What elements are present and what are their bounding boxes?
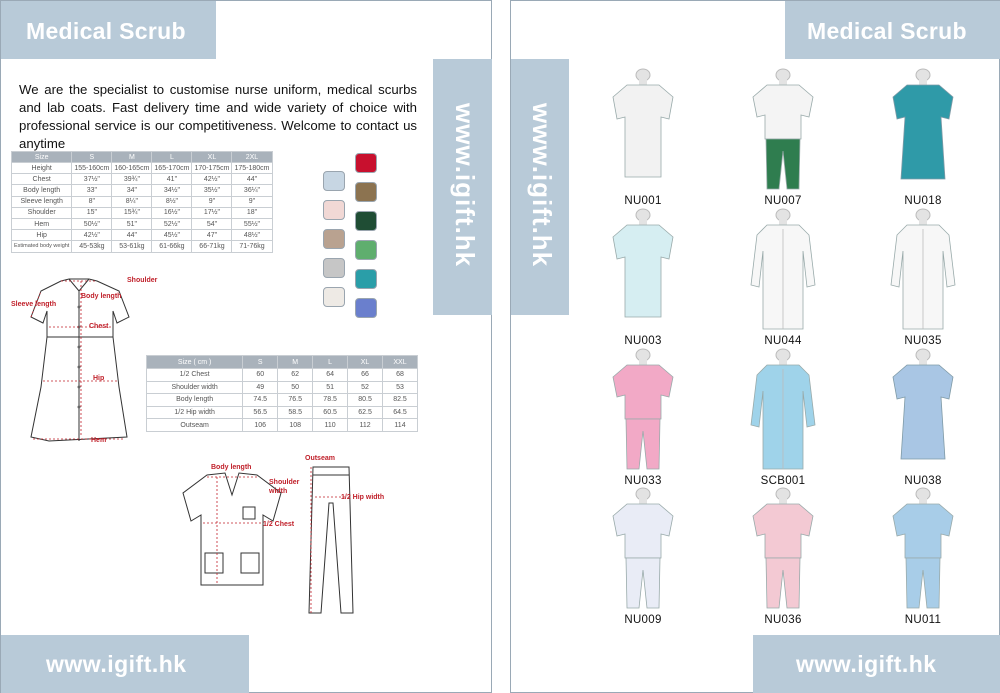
product-item[interactable] — [583, 207, 703, 347]
left-footer-url: www.igift.hk — [46, 651, 187, 677]
color-swatch[interactable] — [323, 200, 345, 220]
product-code: NU009 — [624, 614, 662, 626]
dress-label-hip: Hip — [93, 375, 105, 382]
product-code: NU003 — [624, 335, 662, 347]
product-image — [863, 486, 983, 610]
color-swatch[interactable] — [355, 153, 377, 173]
product-image — [583, 486, 703, 610]
product-image — [863, 67, 983, 191]
table-header-cell: L — [313, 356, 348, 369]
table-cell: 53 — [383, 381, 418, 394]
product-item[interactable] — [723, 486, 843, 626]
table-cell: 51 — [313, 381, 348, 394]
table-cell: 62 — [278, 369, 313, 382]
table-cell: 34" — [112, 185, 152, 196]
table-cell: 106 — [243, 419, 278, 432]
table-cell: Height — [12, 163, 72, 174]
table-cell: 82.5 — [383, 394, 418, 407]
table-cell: 37½" — [72, 174, 112, 185]
table-cell: 49 — [243, 381, 278, 394]
table-cell: 33" — [72, 185, 112, 196]
table-cell: 17½" — [192, 207, 232, 218]
table-cell: 170-175cm — [192, 163, 232, 174]
table-cell: 155-160cm — [72, 163, 112, 174]
left-page — [0, 0, 492, 693]
product-item[interactable] — [723, 207, 843, 347]
color-swatch[interactable] — [355, 240, 377, 260]
table-row — [147, 406, 418, 419]
table-cell: Outseam — [147, 419, 243, 432]
table-header-cell: S — [72, 152, 112, 163]
product-item[interactable] — [863, 207, 983, 347]
table-cell: 35½" — [192, 185, 232, 196]
table-cell: 45-53kg — [72, 241, 112, 252]
product-code: NU033 — [624, 475, 662, 487]
left-page-title: Medical Scrub — [26, 18, 186, 44]
product-code: NU035 — [904, 335, 942, 347]
table-cell: Sleeve length — [12, 196, 72, 207]
table-header-cell: S — [243, 356, 278, 369]
table-row — [12, 207, 273, 218]
table-cell: 56.5 — [243, 406, 278, 419]
table-cell: 16½" — [152, 207, 192, 218]
table-cell: 8¼" — [112, 196, 152, 207]
product-item[interactable] — [863, 67, 983, 207]
right-page-title: Medical Scrub — [807, 18, 967, 44]
table-cell: 45½" — [152, 230, 192, 241]
table-cell: 76.5 — [278, 394, 313, 407]
right-page — [510, 0, 1000, 693]
product-code: NU007 — [764, 195, 802, 207]
table-header-cell: Size ( cm ) — [147, 356, 243, 369]
table-cell: 55½" — [232, 218, 272, 229]
table-header-cell: XL — [348, 356, 383, 369]
table-cell: 47" — [192, 230, 232, 241]
dress-label-sleeve-length: Sleeve length — [11, 301, 57, 308]
product-code: NU001 — [624, 195, 662, 207]
table-row — [12, 163, 273, 174]
table-row — [12, 218, 273, 229]
color-swatch[interactable] — [355, 269, 377, 289]
table-row — [12, 185, 273, 196]
table-cell: 39¾" — [112, 174, 152, 185]
table-cell: 54" — [192, 218, 232, 229]
table-cell: 53-61kg — [112, 241, 152, 252]
product-image — [723, 67, 843, 191]
product-code: NU044 — [764, 335, 802, 347]
table-cell: 42½" — [72, 230, 112, 241]
table-header-cell: M — [112, 152, 152, 163]
right-footer-url: www.igift.hk — [796, 651, 937, 677]
table-cell: 50½" — [72, 218, 112, 229]
table-cell: 114 — [383, 419, 418, 432]
table-cell: 1/2 Hip width — [147, 406, 243, 419]
table-row — [147, 419, 418, 432]
dress-label-hem: Hem — [91, 437, 107, 444]
table-header-cell: XXL — [383, 356, 418, 369]
table-cell: 64 — [313, 369, 348, 382]
table-cell: 58.5 — [278, 406, 313, 419]
table-cell: Estimated body weight — [12, 241, 72, 252]
table-row — [12, 196, 273, 207]
table-cell: 1/2 Chest — [147, 369, 243, 382]
color-swatch[interactable] — [323, 287, 345, 307]
right-vertical-url: www.igift.hk — [527, 103, 557, 268]
pants-diagram — [301, 463, 361, 619]
size-table-inches — [11, 151, 273, 253]
table-cell: Shoulder width — [147, 381, 243, 394]
table-cell: 165-170cm — [152, 163, 192, 174]
table-cell: 9" — [232, 196, 272, 207]
product-item[interactable] — [863, 347, 983, 487]
table-header-cell: 2XL — [232, 152, 272, 163]
table-cell: 52½" — [152, 218, 192, 229]
table-cell: 66 — [348, 369, 383, 382]
color-swatch[interactable] — [355, 211, 377, 231]
product-code: NU011 — [904, 614, 942, 626]
table-cell: 60 — [243, 369, 278, 382]
color-swatch[interactable] — [323, 258, 345, 278]
product-image — [583, 207, 703, 331]
table-cell: 160-165cm — [112, 163, 152, 174]
table-cell: 44" — [232, 174, 272, 185]
color-swatch[interactable] — [355, 182, 377, 202]
table-cell: 68 — [383, 369, 418, 382]
table-cell: 48½" — [232, 230, 272, 241]
table-cell: Body length — [147, 394, 243, 407]
product-item[interactable] — [583, 67, 703, 207]
table-cell: 42½" — [192, 174, 232, 185]
product-code: NU018 — [904, 195, 942, 207]
product-image — [583, 67, 703, 191]
pants-label-outseam: Outseam — [305, 455, 335, 462]
table-cell: 62.5 — [348, 406, 383, 419]
table-cell: 71-76kg — [232, 241, 272, 252]
table-cell: 50 — [278, 381, 313, 394]
table-cell: Chest — [12, 174, 72, 185]
product-image — [723, 347, 843, 471]
table-cell: 52 — [348, 381, 383, 394]
table-cell: 110 — [313, 419, 348, 432]
color-swatch[interactable] — [355, 298, 377, 318]
table-cell: 44" — [112, 230, 152, 241]
table-cell: 41" — [152, 174, 192, 185]
table-cell: 15¾" — [112, 207, 152, 218]
table-cell: 60.5 — [313, 406, 348, 419]
table-cell: 9" — [192, 196, 232, 207]
table-cell: 8½" — [152, 196, 192, 207]
pants-label-half-hip-width: 1/2 Hip width — [341, 494, 385, 501]
table-cell: 34½" — [152, 185, 192, 196]
table-cell: 112 — [348, 419, 383, 432]
table-row — [147, 381, 418, 394]
table-header-cell: M — [278, 356, 313, 369]
dress-label-shoulder: Shoulder — [127, 277, 158, 284]
dress-label-chest: Chest — [89, 323, 109, 330]
table-cell: 15" — [72, 207, 112, 218]
table-cell: 108 — [278, 419, 313, 432]
product-image — [583, 347, 703, 471]
table-cell: 18" — [232, 207, 272, 218]
table-cell: 74.5 — [243, 394, 278, 407]
table-cell: Hip — [12, 230, 72, 241]
product-item[interactable] — [583, 486, 703, 626]
table-header-cell: L — [152, 152, 192, 163]
table-cell: 78.5 — [313, 394, 348, 407]
product-item[interactable] — [583, 347, 703, 487]
table-row — [12, 174, 273, 185]
table-cell: 64.5 — [383, 406, 418, 419]
table-cell: Hem — [12, 218, 72, 229]
scrub-label-half-chest: 1/2 Chest — [263, 521, 295, 528]
product-image — [863, 347, 983, 471]
table-cell: Shoulder — [12, 207, 72, 218]
table-cell: 66-71kg — [192, 241, 232, 252]
left-vertical-url: www.igift.hk — [450, 103, 480, 268]
scrub-label-shoulder-width: Shoulder width — [269, 479, 300, 495]
table-header-cell: XL — [192, 152, 232, 163]
product-item[interactable] — [863, 486, 983, 626]
product-item[interactable] — [723, 347, 843, 487]
table-row — [147, 369, 418, 382]
table-header-cell: Size — [12, 152, 72, 163]
color-swatch[interactable] — [323, 229, 345, 249]
product-image — [863, 207, 983, 331]
product-code: SCB001 — [760, 475, 806, 487]
table-row — [147, 394, 418, 407]
product-code: NU036 — [764, 614, 802, 626]
product-item[interactable] — [723, 67, 843, 207]
color-swatch[interactable] — [323, 171, 345, 191]
table-cell: 8" — [72, 196, 112, 207]
product-image — [723, 486, 843, 610]
dress-label-body-length: Body length — [81, 293, 122, 300]
table-cell: 175-180cm — [232, 163, 272, 174]
scrub-label-body-length: Body length — [211, 464, 252, 471]
table-cell: 36¼" — [232, 185, 272, 196]
intro-text: We are the specialist to customise nurse uniform, medical scurbs and lab coats. Fast delivery time and wide variety of choice with professional service is our competitiveness. Welcome to contact us anytime — [19, 82, 417, 151]
table-cell: Body length — [12, 185, 72, 196]
table-cell: 51" — [112, 218, 152, 229]
table-cell: 80.5 — [348, 394, 383, 407]
product-code: NU038 — [904, 475, 942, 487]
table-cell: 61-66kg — [152, 241, 192, 252]
product-image — [723, 207, 843, 331]
size-table-cm — [146, 355, 418, 432]
page-gutter — [492, 0, 510, 693]
table-row — [12, 241, 273, 252]
table-row — [12, 230, 273, 241]
